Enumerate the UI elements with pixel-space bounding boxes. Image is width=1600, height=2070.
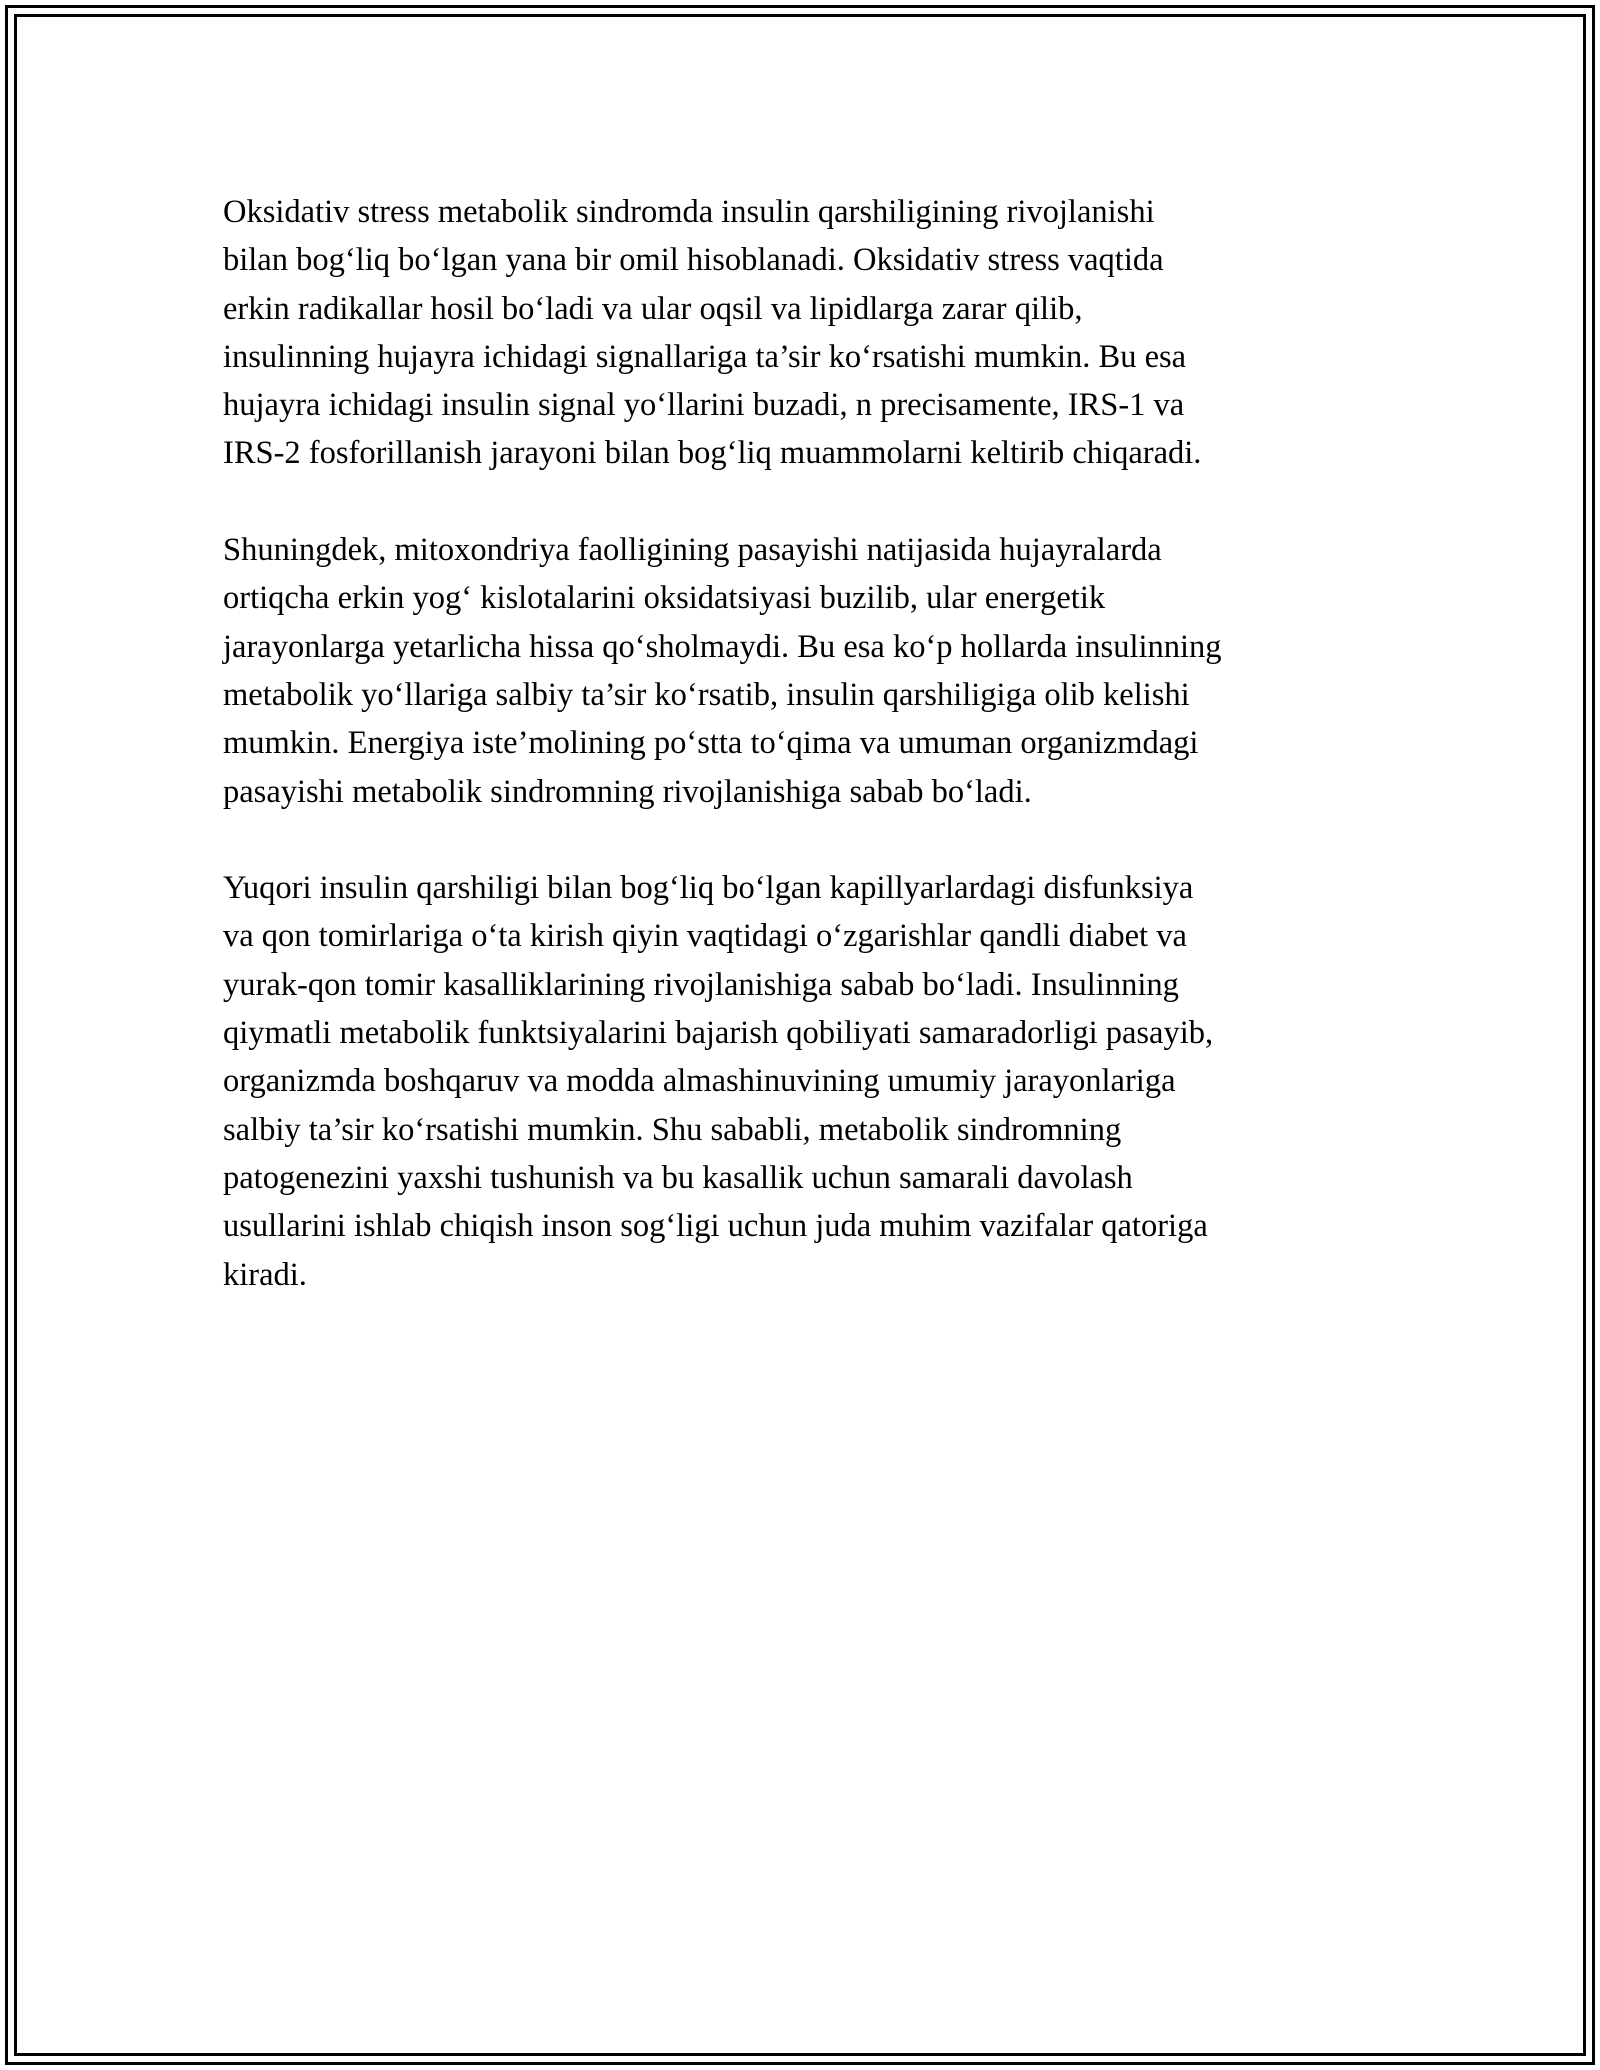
paragraph-1: [223, 188, 1373, 478]
text-line: erkin radikallar hosil bo‘ladi va ular oqsil va lipidlarga zarar qilib,: [223, 290, 1083, 327]
text-line: jarayonlarga yetarlicha hissa qo‘sholmaydi. Bu esa ko‘p hollarda insulinning: [223, 628, 1222, 665]
text-line: salbiy ta’sir ko‘rsatishi mumkin. Shu sababli, metabolik sindromning: [223, 1111, 1122, 1148]
text-line: hujayra ichidagi insulin signal yo‘llarini buzadi, n precisamente, IRS-1 va: [223, 387, 1185, 424]
document-body: [223, 188, 1373, 1347]
text-line: patogenezini yaxshi tushunish va bu kasallik uchun samarali davolash: [223, 1159, 1133, 1196]
text-line: Shuningdek, mitoxondriya faolligining pasayishi natijasida hujayralarda: [223, 532, 1162, 569]
text-line: IRS-2 fosforillanish jarayoni bilan bog‘liq muammolarni keltirib chiqaradi.: [223, 435, 1202, 472]
text-line: usullarini ishlab chiqish inson sog‘ligi uchun juda muhim vazifalar qatoriga: [223, 1208, 1208, 1245]
text-line: pasayishi metabolik sindromning rivojlanishiga sabab bo‘ladi.: [223, 773, 1032, 810]
text-line: metabolik yo‘llariga salbiy ta’sir ko‘rsatib, insulin qarshiligiga olib kelishi: [223, 676, 1190, 713]
text-line: mumkin. Energiya iste’molining po‘stta to‘qima va umuman organizmdagi: [223, 725, 1199, 762]
text-line: qiymatli metabolik funktsiyalarini bajarish qobiliyati samaradorligi pasayib,: [223, 1015, 1214, 1052]
text-line: kiradi.: [223, 1256, 307, 1293]
paragraph-3: [223, 864, 1373, 1299]
text-line: ortiqcha erkin yog‘ kislotalarini oksidatsiyasi buzilib, ular energetik: [223, 580, 1106, 617]
text-line: va qon tomirlariga o‘ta kirish qiyin vaqtidagi o‘zgarishlar qandli diabet va: [223, 918, 1187, 955]
text-line: Yuqori insulin qarshiligi bilan bog‘liq bo‘lgan kapillyarlardagi disfunksiya: [223, 870, 1194, 907]
text-line: yurak-qon tomir kasalliklarining rivojlanishiga sabab bo‘ladi. Insulinning: [223, 966, 1179, 1003]
text-line: Oksidativ stress metabolik sindromda insulin qarshiligining rivojlanishi: [223, 194, 1155, 230]
text-line: bilan bog‘liq bo‘lgan yana bir omil hisoblanadi. Oksidativ stress vaqtida: [223, 242, 1164, 279]
text-line: organizmda boshqaruv va modda almashinuvining umumiy jarayonlariga: [223, 1063, 1176, 1100]
paragraph-2: [223, 526, 1373, 816]
text-line: insulinning hujayra ichidagi signallariga ta’sir ko‘rsatishi mumkin. Bu esa: [223, 338, 1187, 375]
